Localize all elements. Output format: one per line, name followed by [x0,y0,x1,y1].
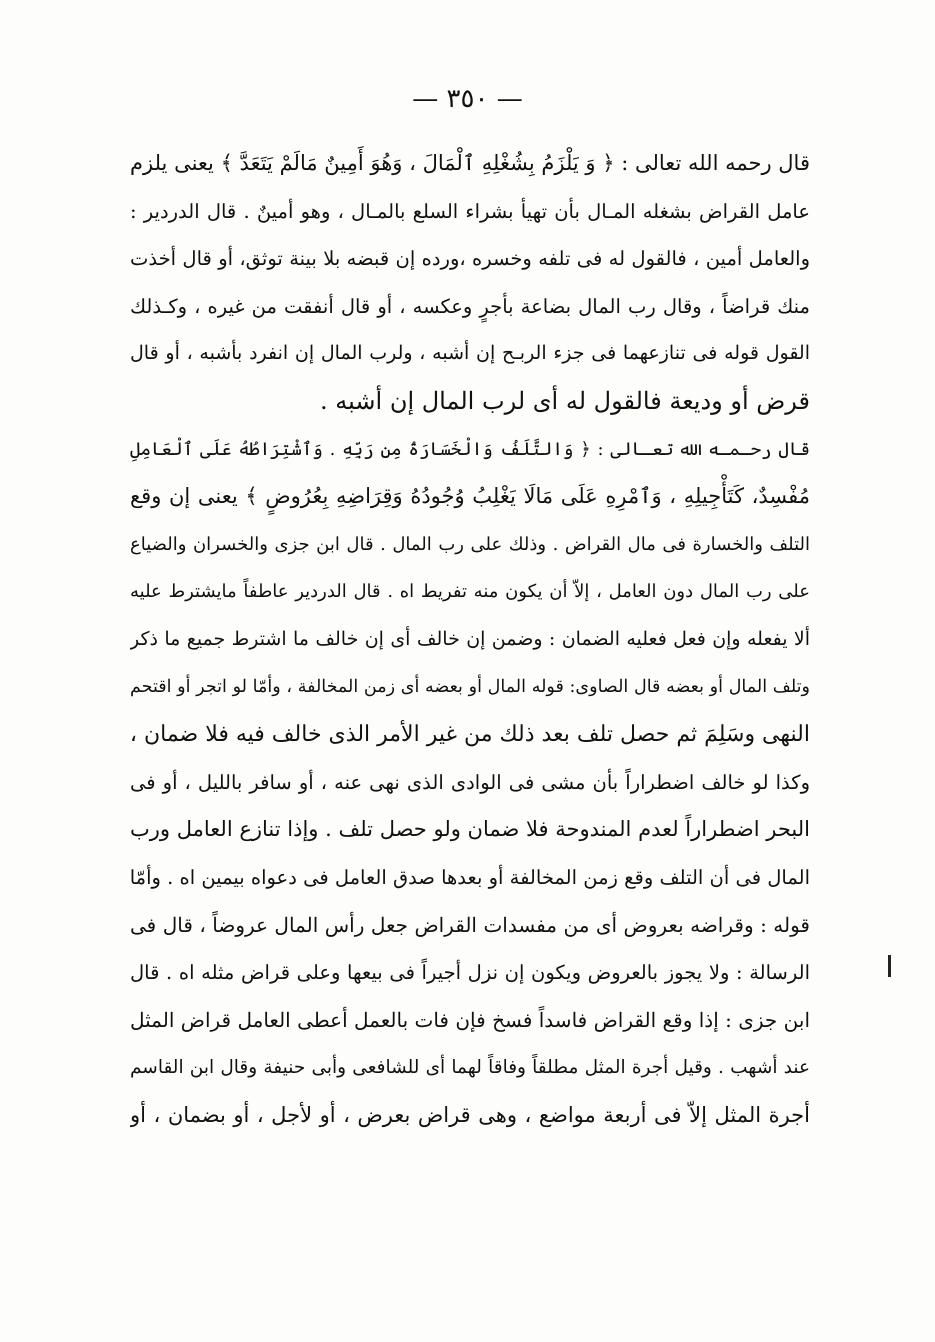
text-line: على رب المال دون العامل ، إلاّ أن يكون منه تفريط اه . قال الدردير عاطفاً مايشترط عليه [130,581,810,603]
text-line: قرض أو وديعة فالقول له أى لرب المال إن أشبه . [320,386,810,415]
text-line: القول قوله فى تنازعهما فى جزء الربـح إن أشبه ، ولرب المال إن انفرد بأشبه ، أو قال [130,342,810,365]
text-line: ابن جزى : إذا وقع القراض فاسداً فسخ فإن فات بالعمل أعطى العامل قراض المثل [130,1007,810,1032]
text-line: عامل القراض بشغله المـال بأن تهيأ بشراء السلع بالمـال ، وهو أمينٌ . قال الدردير : [130,199,810,223]
text-line: التلف والخسارة فى مال القراض . وذلك على رب المال . قال ابن جزى والخسران والضياع [130,533,810,555]
text-line: مُفْسِدٌ، كَتَأْجِيلِهِ ، وَٱمْرِهِ عَلَى مَالَا يَغْلِبُ وُجُودُهُ وَقِرَاضِهِ بِعُرُوضٍ ﴾ يعنى إن وقع [130,484,810,509]
text-line: الرسالة : ولا يجوز بالعروض ويكون إن نزل أجيراً فى بيعها وعلى قراض مثله اه . قال [130,961,810,985]
text-line: وكذا لو خالف اضطراراً بأن مشى فى الوادى الذى نهى عنه ، أو سافر بالليل ، أو فى [130,770,810,794]
text-line: قال رحمه الله تعالى : ﴿ وَ يَلْزَمُ بِشُغْلِهِ ٱلْمَالَ ، وَهُوَ أَمِينٌ مَالَمْ يَتَعَدَّ ﴾ يعنى يلزم [130,151,810,175]
text-line: أجرة المثل إلاّ فى أربعة مواضع ، وهى قراض بعرض ، أو لأجل ، أو بضمان ، أو [130,1102,810,1127]
text-line: ألا يفعله وإن فعل فعليه الضمان : وضمن إن خالف أى إن خالف ما اشترط جميع ما ذكر [130,627,810,650]
text-line: قوله : وقراضه بعروض أى من مفسدات القراض جعل رأس المال عروضاً ، قال فى [130,912,810,937]
text-line: والعامل أمين ، فالقول له فى تلفه وخسره ،ورده إن قبضه بلا بينة توثق، أو قال أخذت [130,247,810,271]
page-number: — ٣٥٠ — [412,84,523,114]
body-text [130,140,810,1139]
text-line: النهى وسَلِمَ ثم حصل تلف بعد ذلك من غير الأمر الذى خالف فيه فلا ضمان ، [130,722,810,748]
margin-mark [888,955,891,977]
text-line: وتلف المال أو بعضه قال الصاوى: قوله المال أو بعضه أى زمن المخالفة ، وأمّا لو اتجر أو اقتحم [130,676,810,697]
text-line: البحر اضطراراً لعدم المندوحة فلا ضمان ولو حصل تلف . وإذا تنازع العامل ورب [130,817,810,842]
paragraph-1 [130,140,810,426]
text-line: منك قراضاً ، وقال رب المال بضاعة بأجرٍ وعكسه ، أو قال أنفقت من غيره ، وكـذلك [130,294,810,318]
text-line: قال رحـمـه الله تعـالى : ﴿ وَالتَّلَفُ وَالْخَسَارَةُ مِن رَبِّهِ . وَٱشْتِرَاطُهُ عَلَى ٱلْعَامِلِ [130,438,810,460]
paragraph-2 [130,426,810,1140]
text-line: المال فى أن التلف وقع زمن المخالفة أو بعدها صدق العامل فى دعواه بيمين اه . وأمّا [130,865,810,889]
text-line: عند أشهب . وقيل أجرة المثل مطلقاً وفاقاً لهما أى للشافعى وأبى حنيفة وقال ابن القاسم [130,1057,810,1079]
